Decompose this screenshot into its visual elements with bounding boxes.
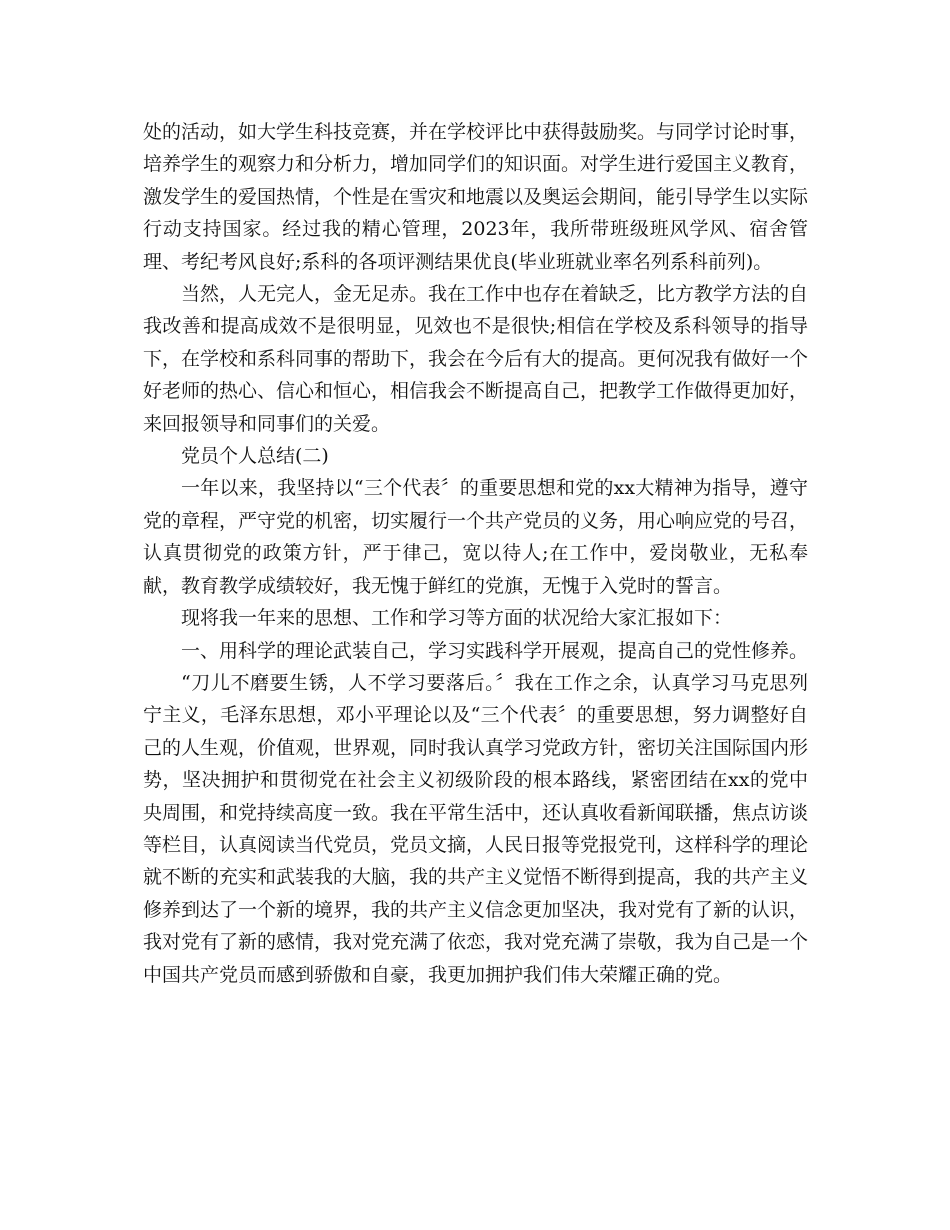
subheading-1: 一、用科学的理论武装自己，学习实践科学开展观，提高自己的党性修养。 bbox=[181, 639, 809, 662]
paragraph-5: “刀儿不磨要生锈，人不学习要落后。〞我在工作之余，认真学习马克思列宁主义，毛泽东思想，邓小平理论以及“三个代表〞的重要思想，努力调整好自己的人生观，价值观，世界观，同时我认真学习党政方针，密切关注国际国内形势，坚决拥护和贯彻党在社会主义初级阶段的根本路线，紧密团结在xx的党中央周围，和党持续高度一致。我在平常生活中，还认真收看新闻联播，焦点访谈等栏目，认真阅读当代党员，党员文摘，人民日报等党报党刊，这样科学的理论就不断的充实和武装我的大脑，我的共产主义觉悟不断得到提高，我的共产主义修养到达了一个新的境界，我的共产主义信念更加坚决，我对党有了新的认识，我对党有了新的感情，我对党充满了依恋，我对党充满了崇敬，我为自己是一个中国共产党员而感到骄傲和自豪，我更加拥护我们伟大荣耀正确的党。 bbox=[143, 671, 809, 986]
paragraph-1: 处的活动，如大学生科技竞赛，并在学校评比中获得鼓励奖。与同学讨论时事，培养学生的观察力和分析力，增加同学们的知识面。对学生进行爱国主义教育，激发学生的爱国热情，个性是在雪灾和地震以及奥运会期间，能引导学生以实际行动支持国家。经过我的精心管理，2023年，我所带班级班风学风、宿舍管理、考纪考风良好;系科的各项评测结果优良(毕业班就业率名列系科前列)。 bbox=[143, 121, 809, 273]
section-heading: 党员个人总结(二) bbox=[181, 445, 329, 468]
document-body bbox=[143, 116, 808, 991]
paragraph-4: 现将我一年来的思想、工作和学习等方面的状况给大家汇报如下： bbox=[181, 607, 733, 630]
paragraph-2: 当然，人无完人，金无足赤。我在工作中也存在着缺乏，比方教学方法的自我改善和提高成效不是很明显，见效也不是很快;相信在学校及系科领导的指导下，在学校和系科同事的帮助下，我会在今后有大的提高。更何况我有做好一个好老师的热心、信心和恒心，相信我会不断提高自己，把教学工作做得更加好，来回报领导和同事们的关爱。 bbox=[143, 283, 809, 435]
paragraph-3: 一年以来，我坚持以“三个代表〞的重要思想和党的xx大精神为指导，遵守党的章程，严守党的机密，切实履行一个共产党员的义务，用心响应党的号召，认真贯彻党的政策方针，严于律己，宽以待人;在工作中，爱岗敬业，无私奉献，教育教学成绩较好，我无愧于鲜红的党旗，无愧于入党时的誓言。 bbox=[143, 477, 809, 597]
